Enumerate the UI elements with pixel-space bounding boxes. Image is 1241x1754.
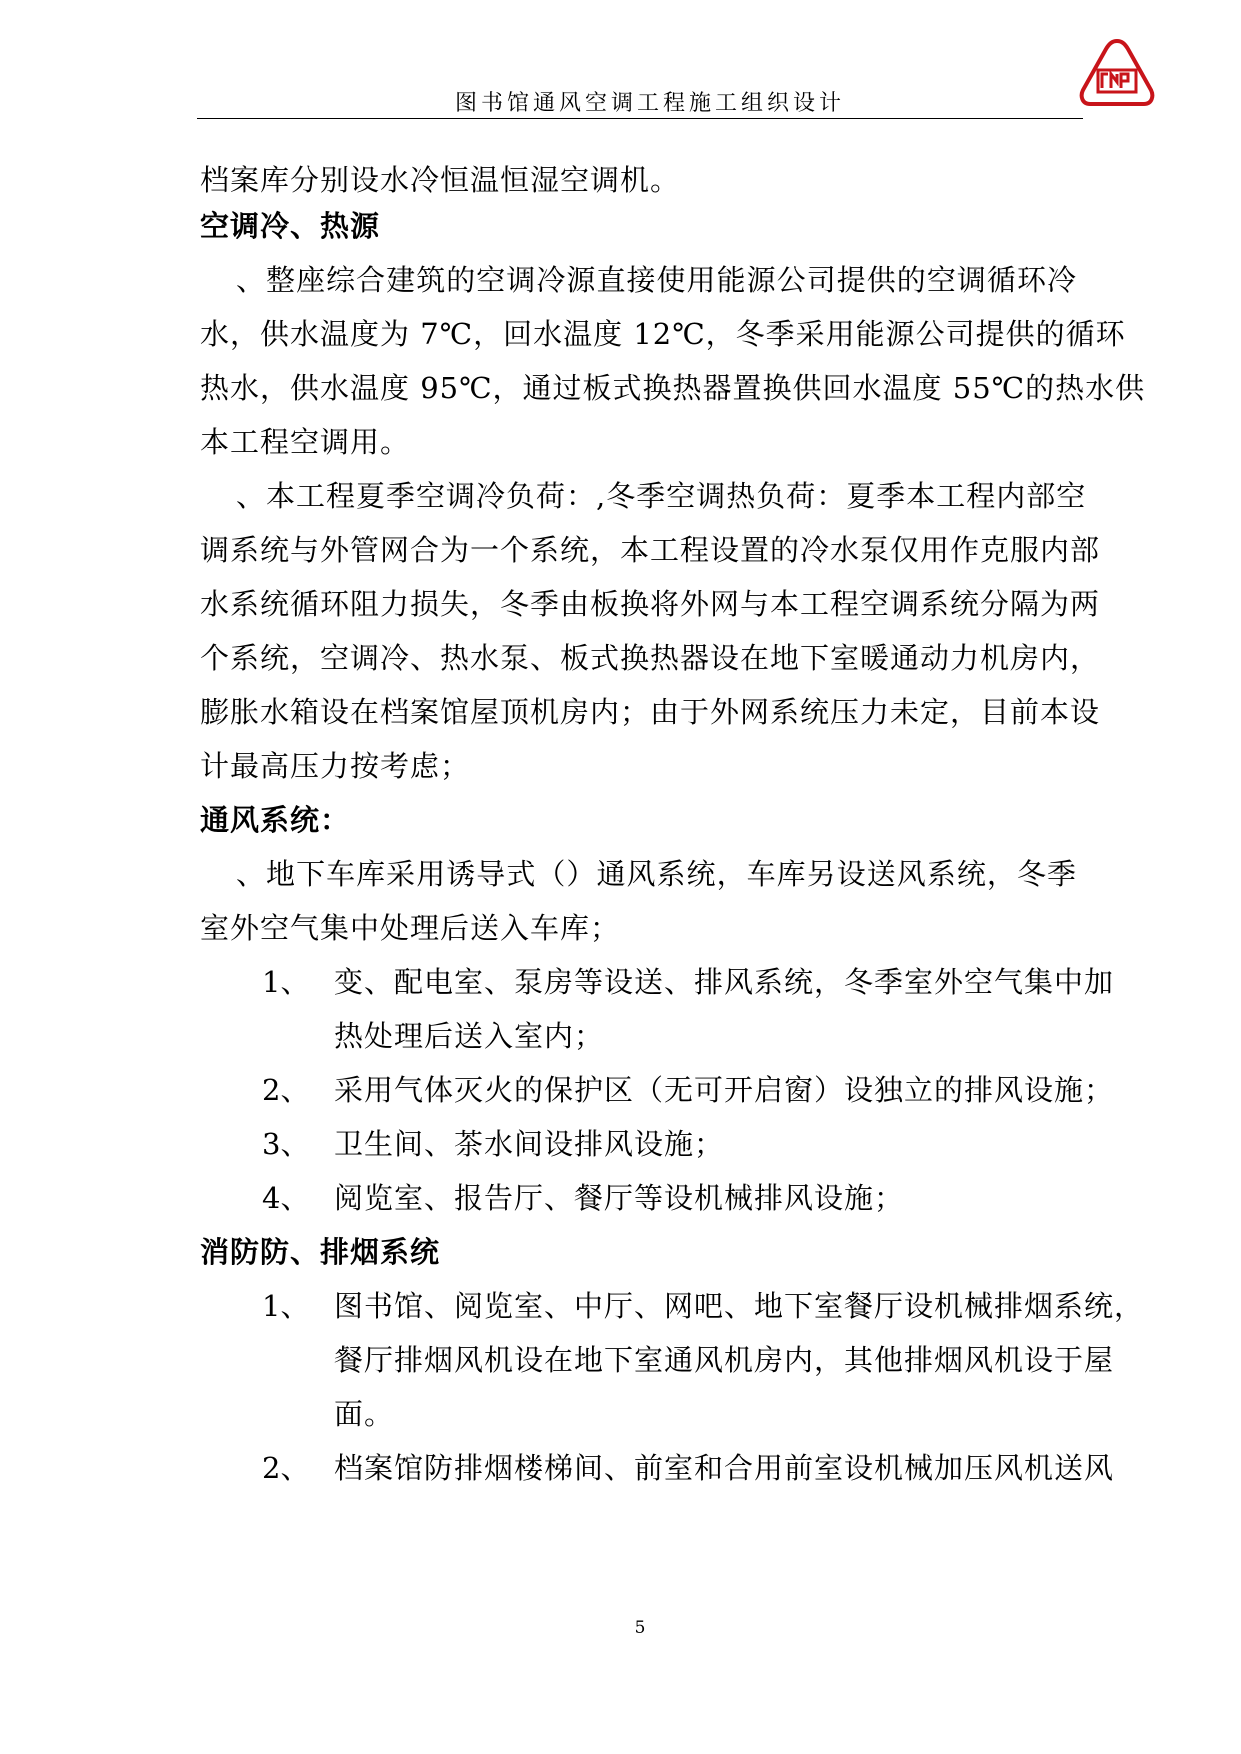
- section-heading-smoke-exhaust: 消防防、排烟系统: [200, 1235, 441, 1269]
- page-number: 5: [634, 1618, 646, 1638]
- body-line: 膨胀水箱设在档案馆屋顶机房内；由于外网系统压力未定，目前本设: [200, 695, 1101, 729]
- list-item-number: 3、: [262, 1127, 310, 1161]
- list-item-text: 变、配电室、泵房等设送、排风系统，冬季室外空气集中加: [334, 965, 1115, 999]
- list-item-number: 2、: [262, 1073, 310, 1107]
- list-item-text: 卫生间、茶水间设排风设施；: [334, 1127, 725, 1161]
- list-item-text: 阅览室、报告厅、餐厅等设机械排风设施；: [334, 1181, 905, 1215]
- list-item-text: 热处理后送入室内；: [334, 1019, 605, 1053]
- list-item-number: 4、: [262, 1181, 310, 1215]
- list-item-text: 档案馆防排烟楼梯间、前室和合用前室设机械加压风机送风: [334, 1451, 1115, 1485]
- list-item-text: 餐厅排烟风机设在地下室通风机房内，其他排烟风机设于屋: [334, 1343, 1115, 1377]
- section-heading-ventilation: 通风系统：: [200, 803, 351, 837]
- body-line: 水，供水温度为 7℃，回水温度 12℃，冬季采用能源公司提供的循环: [200, 317, 1126, 351]
- body-line: 水系统循环阻力损失，冬季由板换将外网与本工程空调系统分隔为两: [200, 587, 1101, 621]
- body-line: 热水，供水温度 95℃，通过板式换热器置换供回水温度 55℃的热水供: [200, 371, 1146, 405]
- body-line: 档案库分别设水冷恒温恒湿空调机。: [200, 163, 681, 197]
- body-line: 调系统与外管网合为一个系统，本工程设置的冷水泵仅用作克服内部: [200, 533, 1101, 567]
- list-item-number: 1、: [262, 965, 310, 999]
- body-line: 室外空气集中处理后送入车库；: [200, 911, 621, 945]
- body-line: 个系统，空调冷、热水泵、板式换热器设在地下室暖通动力机房内，: [200, 641, 1101, 675]
- body-line: 、本工程夏季空调冷负荷：,冬季空调热负荷：夏季本工程内部空: [236, 479, 1087, 513]
- body-line: 计最高压力按考虑；: [200, 749, 471, 783]
- company-logo-icon: [1078, 38, 1156, 108]
- list-item-text: 面。: [334, 1397, 395, 1431]
- header-divider: [197, 118, 1083, 119]
- section-heading-cooling-heating-source: 空调冷、热源: [200, 209, 381, 243]
- list-item-text: 采用气体灭火的保护区（无可开启窗）设独立的排风设施；: [334, 1073, 1115, 1107]
- list-item-number: 2、: [262, 1451, 310, 1485]
- body-line: 、整座综合建筑的空调冷源直接使用能源公司提供的空调循环冷: [236, 263, 1077, 297]
- list-item-text: 图书馆、阅览室、中厅、网吧、地下室餐厅设机械排烟系统，: [334, 1289, 1145, 1323]
- list-item-number: 1、: [262, 1289, 310, 1323]
- page-header-title: 图书馆通风空调工程施工组织设计: [454, 91, 845, 116]
- body-line: 、地下车库采用诱导式（）通风系统，车库另设送风系统，冬季: [236, 857, 1077, 891]
- body-line: 本工程空调用。: [200, 425, 411, 459]
